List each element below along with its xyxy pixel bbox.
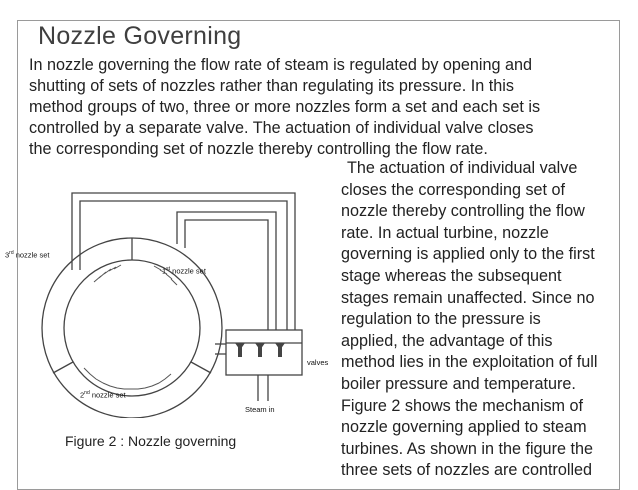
side-line: regulation to the pressure is xyxy=(341,310,541,329)
side-line: governing is applied only to the first xyxy=(341,245,595,264)
nozzle-ring-inner xyxy=(64,260,200,396)
side-line: method lies in the exploitation of full xyxy=(341,353,598,372)
nozzle-rows xyxy=(84,265,177,389)
side-line: three sets of nozzles are controlled xyxy=(341,461,593,480)
intro-line: method groups of two, three or more nozzles form a set and each set is xyxy=(29,98,541,116)
steam-inlet-pipe xyxy=(258,375,268,401)
valve-stems xyxy=(235,343,285,357)
intro-line: In nozzle governing the flow rate of steam is regulated by opening and xyxy=(29,56,533,74)
first-nozzle-set-label: 1st nozzle set xyxy=(162,266,206,276)
intro-line: shutting of sets of nozzles rather than regulating its pressure. In this xyxy=(29,77,514,95)
ring-divider xyxy=(53,362,73,373)
outer-steam-pipe xyxy=(72,193,295,330)
side-line: stage whereas the subsequent xyxy=(341,266,562,285)
side-line: nozzle governing applied to steam xyxy=(341,418,587,437)
second-nozzle-set-label: 2nd nozzle set xyxy=(80,390,126,400)
side-paragraph xyxy=(341,158,626,482)
side-line: nozzle thereby controlling the flow xyxy=(341,202,585,221)
side-line: rate. In actual turbine, nozzle xyxy=(341,223,549,242)
side-line: applied, the advantage of this xyxy=(341,331,553,350)
intro-line: the corresponding set of nozzle thereby controlling the flow rate. xyxy=(29,140,488,158)
steam-in-label: Steam in xyxy=(245,405,275,414)
side-line: turbines. As shown in the figure the xyxy=(341,439,593,458)
nozzle-diagram xyxy=(32,178,332,418)
side-line: Figure 2 shows the mechanism of xyxy=(341,396,584,415)
side-line: The actuation of individual valve xyxy=(347,159,578,177)
slide-title: Nozzle Governing xyxy=(38,22,242,50)
side-line: boiler pressure and temperature. xyxy=(341,374,576,393)
side-line: stages remain unaffected. Since no xyxy=(341,288,595,307)
intro-line: controlled by a separate valve. The actuation of individual valve closes xyxy=(29,119,534,137)
valves-label: valves xyxy=(307,358,329,367)
valve-chest xyxy=(226,330,302,375)
intro-paragraph xyxy=(29,55,609,160)
third-nozzle-set-label: 3rd nozzle set xyxy=(5,250,50,260)
figure-caption: Figure 2 : Nozzle governing xyxy=(65,433,237,449)
nozzle-governing-figure xyxy=(5,178,332,418)
nozzle-ring-outer xyxy=(42,238,222,418)
side-line: closes the corresponding set of xyxy=(341,180,566,199)
ring-divider xyxy=(191,362,211,373)
